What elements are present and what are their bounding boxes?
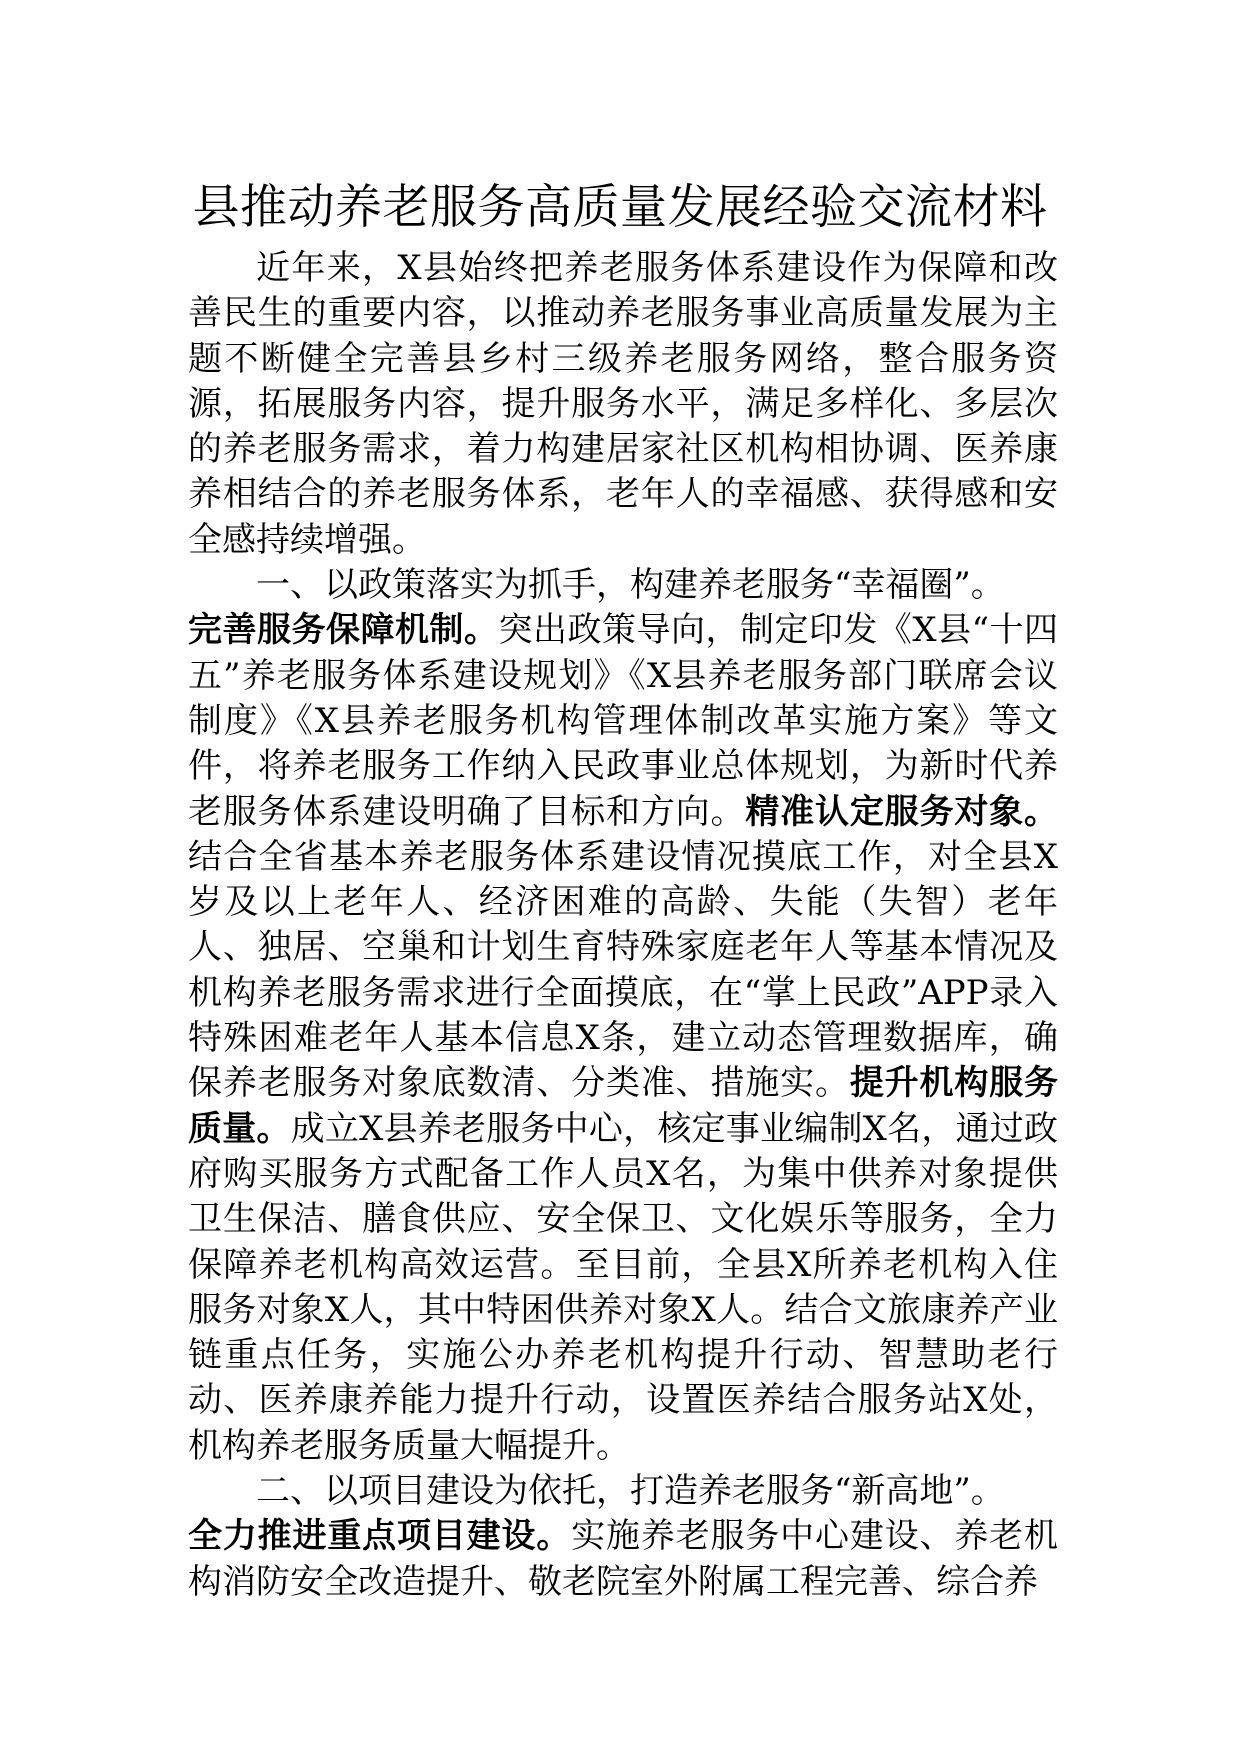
- section-1-text-1: 突出政策导向，制定印发《X县“十四五”养老服务体系建设规划》《X县养老服务部门联席会议制度》《X县养老服务机构管理体制改革实施方案》等文件，将养老服务工作纳入民政事业总体规划，为新时代养老服务体系建设明确了目标和方向。: [188, 610, 1058, 832]
- section-1-subheading-1: 完善服务保障机制。: [188, 610, 499, 651]
- section-1-text-2: 结合全省基本养老服务体系建设情况摸底工作，对全县X岁及以上老年人、经济困难的高龄、失能（失智）老年人、独居、空巢和计划生育特殊家庭老年人等基本情况及机构养老服务需求进行全面摸底，在“掌上民政”APP录入特殊困难老年人基本信息X条，建立动态管理数据库，确保养老服务对象底数清、分类准、措施实。: [188, 836, 1058, 1104]
- intro-paragraph: 近年来，X县始终把养老服务体系建设作为保障和改善民生的重要内容，以推动养老服务事业高质量发展为主题不断健全完善县乡村三级养老服务网络，整合服务资源，拓展服务内容，提升服务水平，满足多样化、多层次的养老服务需求，着力构建居家社区机构相协调、医养康养相结合的养老服务体系，老年人的幸福感、获得感和安全感持续增强。: [188, 248, 1058, 560]
- section-1-paragraph: [188, 608, 1058, 1469]
- section-2-heading: 二、以项目建设为依托，打造养老服务“新高地”。: [256, 1471, 1005, 1512]
- section-1-subheading-3: 提升机构服务质量。: [188, 1063, 1059, 1149]
- section-2-paragraph: [188, 1514, 1058, 1605]
- document-body: [188, 246, 1058, 1605]
- section-1-subheading-2: 精准认定服务对象。: [745, 791, 1059, 832]
- section-2-subheading-1: 全力推进重点项目建设。: [188, 1516, 572, 1557]
- section-1-text-3: 成立X县养老服务中心，核定事业编制X名，通过政府购买服务方式配备工作人员X名，为集中供养对象提供卫生保洁、膳食供应、安全保卫、文化娱乐等服务，全力保障养老机构高效运营。至目前，全县X所养老机构入住服务对象X人，其中特困供养对象X人。结合文旅康养产业链重点任务，实施公办养老机构提升行动、智慧助老行动、医养康养能力提升行动，设置医养结合服务站X处，机构养老服务质量大幅提升。: [188, 1108, 1058, 1466]
- section-1-heading: 一、以政策落实为抓手，构建养老服务“幸福圈”。: [256, 565, 1005, 606]
- section-2-text-1: 实施养老服务中心建设、养老机构消防安全改造提升、敬老院室外附属工程完善、综合养: [188, 1516, 1059, 1602]
- document-title: 县推动养老服务高质量发展经验交流材料: [192, 180, 1048, 235]
